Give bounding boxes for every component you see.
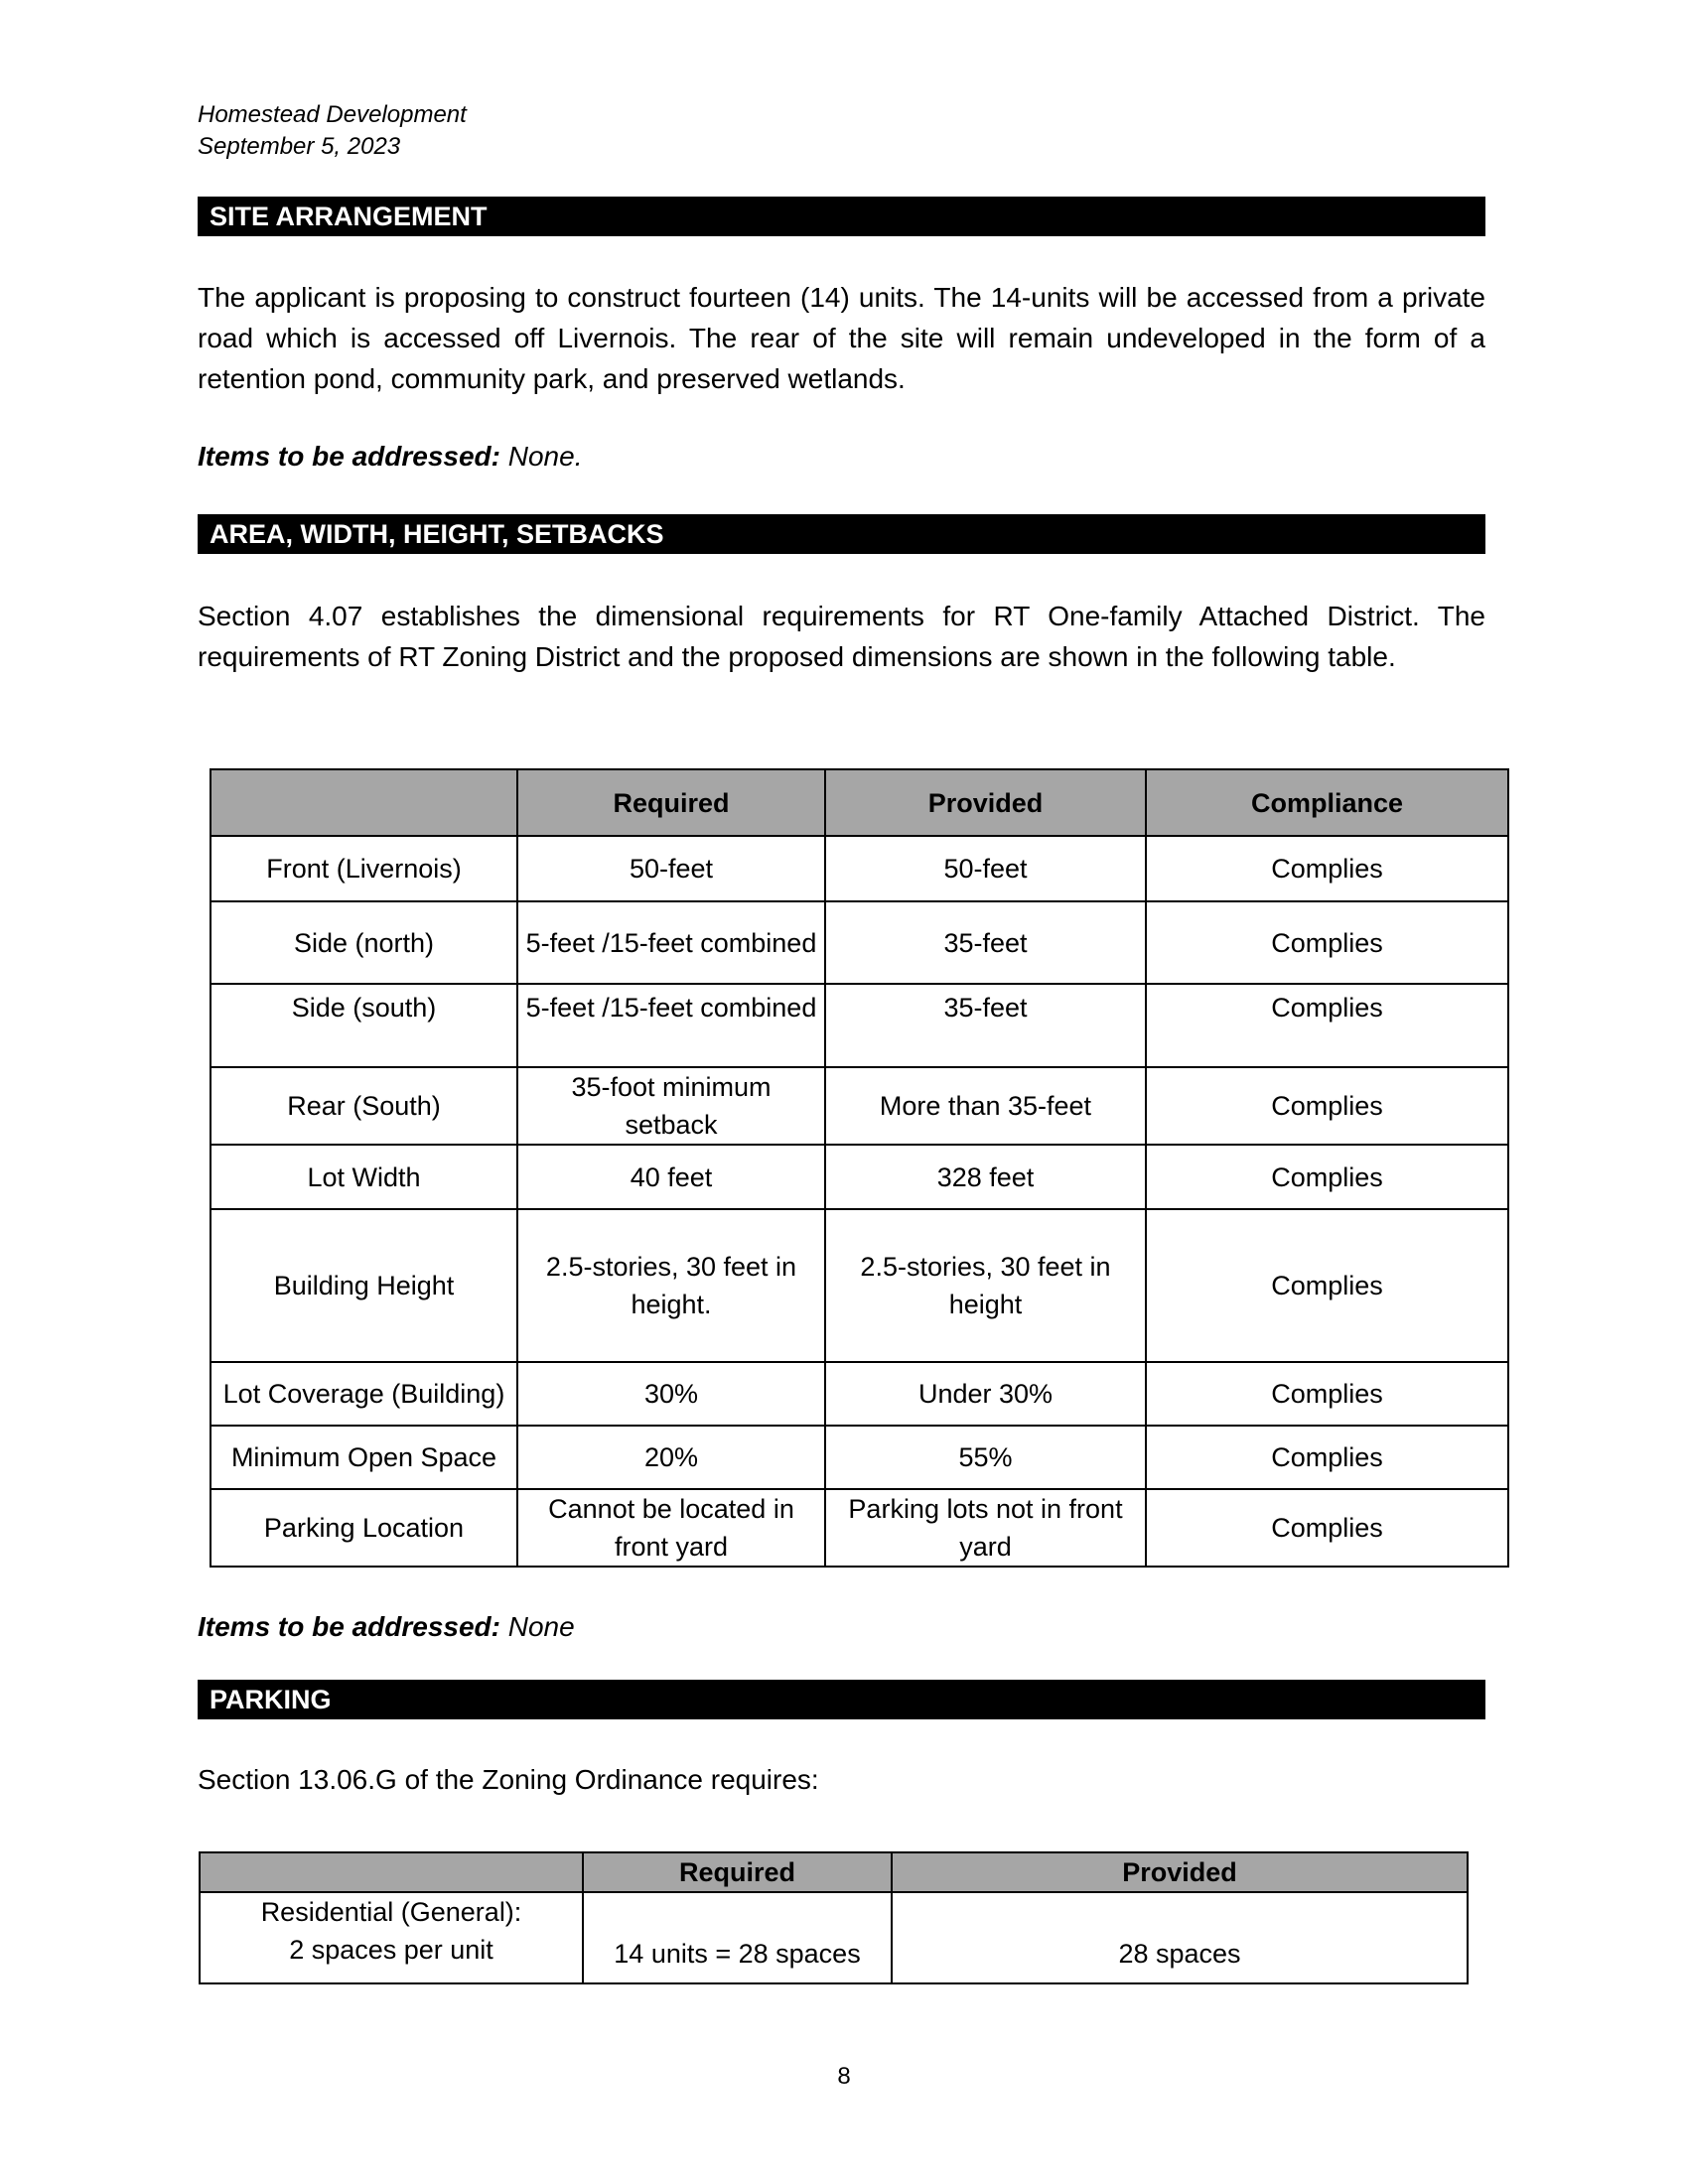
required-cell: Cannot be located in front yard — [517, 1489, 825, 1567]
required-cell: 30% — [517, 1362, 825, 1426]
provided-cell: 50-feet — [825, 836, 1146, 901]
provided-cell: 55% — [825, 1426, 1146, 1489]
dimensional-requirements-table — [210, 768, 1509, 1568]
provided-cell: 35-feet — [825, 984, 1146, 1067]
table-row — [211, 901, 1508, 984]
header-cell-required: Required — [517, 769, 825, 836]
compliance-cell: Complies — [1146, 1145, 1508, 1209]
table-row — [211, 1362, 1508, 1426]
section-title-site-arrangement: SITE ARRANGEMENT — [198, 197, 1485, 236]
row-label-line-1: Residential (General): — [260, 1897, 522, 1927]
provided-cell: Under 30% — [825, 1362, 1146, 1426]
compliance-cell: Complies — [1146, 901, 1508, 984]
row-label: Building Height — [211, 1209, 517, 1362]
row-label: Parking Location — [211, 1489, 517, 1567]
required-cell: 40 feet — [517, 1145, 825, 1209]
table-header-row — [200, 1852, 1468, 1892]
table-row — [211, 1426, 1508, 1489]
items-label: Items to be addressed: — [198, 1611, 500, 1642]
row-label: Front (Livernois) — [211, 836, 517, 901]
required-cell: 5-feet /15-feet combined — [517, 984, 825, 1067]
required-cell: 14 units = 28 spaces — [583, 1892, 892, 1983]
table-header-row — [211, 769, 1508, 836]
compliance-cell: Complies — [1146, 836, 1508, 901]
items-value: None. — [499, 441, 583, 472]
area-section-paragraph: Section 4.07 establishes the dimensional requirements for RT One-family Attached District. The requirements of RT Zoning District and the proposed dimensions are shown in the following table. — [198, 601, 1485, 672]
header-cell-required: Required — [583, 1852, 892, 1892]
compliance-cell: Complies — [1146, 984, 1508, 1067]
compliance-cell: Complies — [1146, 1489, 1508, 1567]
header-project-name: Homestead Development — [198, 101, 467, 128]
row-label — [200, 1892, 583, 1983]
table-row — [211, 984, 1508, 1067]
header-cell-provided: Provided — [825, 769, 1146, 836]
parking-paragraph: Section 13.06.G of the Zoning Ordinance requires: — [198, 1764, 819, 1795]
required-cell: 20% — [517, 1426, 825, 1489]
header-cell-blank — [211, 769, 517, 836]
site-arrangement-paragraph: The applicant is proposing to construct fourteen (14) units. The 14-units will be accessed from a private road which is accessed off Livernois. The rear of the site will remain undeveloped in the form of a retention pond, community park, and preserved wetlands. — [198, 282, 1485, 394]
table-row — [200, 1892, 1468, 1983]
required-cell: 35-foot minimum setback — [517, 1067, 825, 1145]
compliance-cell: Complies — [1146, 1067, 1508, 1145]
required-cell: 50-feet — [517, 836, 825, 901]
required-cell: 5-feet /15-feet combined — [517, 901, 825, 984]
provided-cell: More than 35-feet — [825, 1067, 1146, 1145]
area-section-items — [198, 1609, 575, 1645]
site-arrangement-items — [198, 439, 582, 475]
items-label: Items to be addressed: — [198, 441, 500, 472]
header-cell-provided: Provided — [892, 1852, 1468, 1892]
table-row — [211, 1209, 1508, 1362]
section-title-area-width-height: AREA, WIDTH, HEIGHT, SETBACKS — [198, 514, 1485, 554]
row-label: Lot Width — [211, 1145, 517, 1209]
row-label: Lot Coverage (Building) — [211, 1362, 517, 1426]
provided-cell: 328 feet — [825, 1145, 1146, 1209]
row-label: Side (south) — [211, 984, 517, 1067]
header-cell-compliance: Compliance — [1146, 769, 1508, 836]
row-label: Side (north) — [211, 901, 517, 984]
provided-cell: 28 spaces — [892, 1892, 1468, 1983]
provided-cell: 2.5-stories, 30 feet in height — [825, 1209, 1146, 1362]
header-cell-blank — [200, 1852, 583, 1892]
section-title-parking: PARKING — [198, 1680, 1485, 1719]
required-cell: 2.5-stories, 30 feet in height. — [517, 1209, 825, 1362]
page-number: 8 — [837, 2063, 851, 2090]
provided-cell: 35-feet — [825, 901, 1146, 984]
table-row — [211, 1145, 1508, 1209]
table-row — [211, 1067, 1508, 1145]
items-value: None — [499, 1611, 575, 1642]
compliance-cell: Complies — [1146, 1209, 1508, 1362]
table-row — [211, 1489, 1508, 1567]
compliance-cell: Complies — [1146, 1362, 1508, 1426]
header-date: September 5, 2023 — [198, 133, 401, 160]
row-label-line-2: 2 spaces per unit — [289, 1935, 493, 1965]
table-row — [211, 836, 1508, 901]
row-label: Minimum Open Space — [211, 1426, 517, 1489]
provided-cell: Parking lots not in front yard — [825, 1489, 1146, 1567]
row-label: Rear (South) — [211, 1067, 517, 1145]
compliance-cell: Complies — [1146, 1426, 1508, 1489]
parking-requirements-table — [199, 1851, 1469, 1984]
